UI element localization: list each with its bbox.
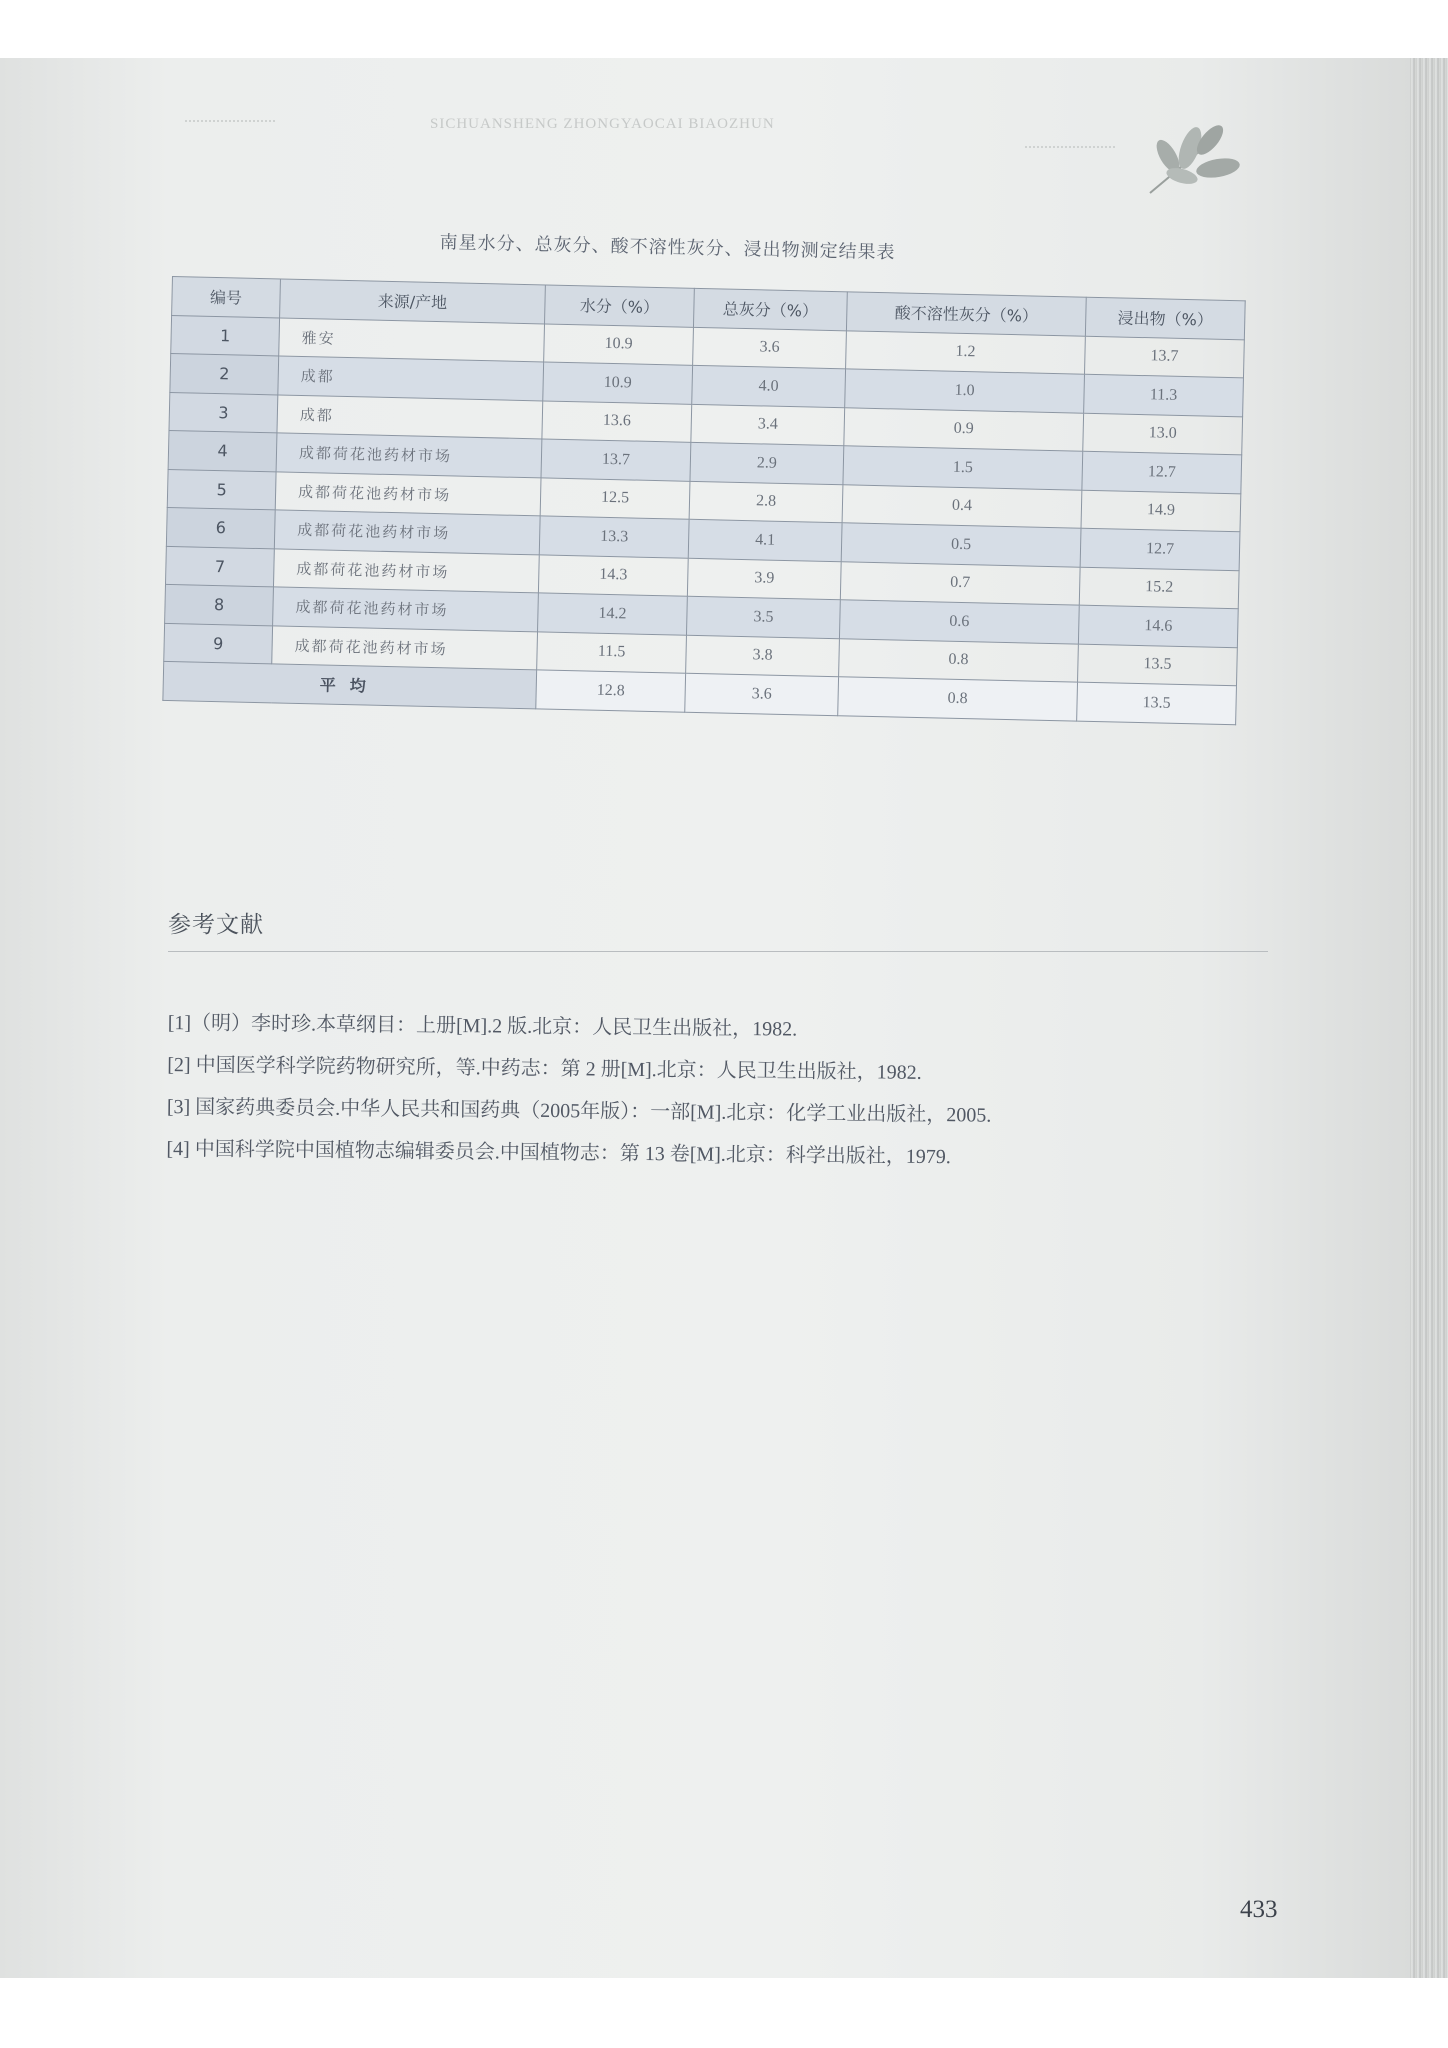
cell-ash: 3.4 [691,404,845,446]
cell-source: 成都荷花池药材市场 [274,510,540,555]
average-acid-ash: 0.8 [838,677,1078,721]
cell-id: 6 [166,507,275,548]
cell-ash: 3.5 [686,596,840,638]
average-extract: 13.5 [1077,682,1237,724]
cell-acid-ash: 0.4 [842,484,1082,528]
cell-water: 13.6 [542,400,692,442]
references-heading: 参考文献 [168,912,264,938]
cell-ash: 3.8 [686,635,840,677]
cell-id: 8 [165,584,274,625]
cell-extract: 15.2 [1079,567,1239,609]
cell-extract: 14.6 [1078,605,1238,647]
table-title: 南星水分、总灰分、酸不溶性灰分、浸出物测定结果表 [439,231,896,264]
cell-acid-ash: 0.5 [841,523,1081,567]
cell-id: 5 [167,469,276,510]
cell-ash: 4.1 [688,519,842,561]
cell-ash: 3.6 [693,327,847,369]
cell-id: 1 [171,315,280,356]
cell-water: 10.9 [544,323,694,365]
page-stack-edge [1410,58,1448,1978]
cell-water: 10.9 [543,362,693,404]
reference-item: [4] 中国科学院中国植物志编辑委员会.中国植物志：第 13 卷[M].北京：科学出版社，1979. [166,1137,951,1169]
results-table [162,276,1245,725]
cell-extract: 14.9 [1081,490,1241,532]
cell-acid-ash: 0.9 [844,407,1084,451]
cell-ash: 4.0 [692,365,846,407]
cell-id: 2 [170,353,279,394]
cell-ash: 2.8 [689,481,843,523]
reference-item: [2] 中国医学科学院药物研究所，等.中药志：第 2 册[M].北京：人民卫生出版社，1982. [167,1053,922,1084]
cell-acid-ash: 1.0 [845,369,1085,413]
cell-extract: 13.7 [1085,336,1245,378]
cell-source: 成都 [278,356,544,401]
cell-water: 11.5 [537,631,687,673]
cell-source: 成都荷花池药材市场 [276,433,542,478]
cell-extract: 11.3 [1084,374,1244,416]
average-label: 平均 [163,661,537,708]
running-head: SICHUANSHENG ZHONGYAOCAI BIAOZHUN [430,116,775,132]
cell-source: 成都荷花池药材市场 [275,471,541,516]
cell-water: 14.3 [538,554,688,596]
col-header-acid-ash: 酸不溶性灰分（%） [846,292,1086,336]
cell-source: 成都 [277,394,543,439]
col-header-water: 水分（%） [545,285,695,327]
reference-item: [3] 国家药典委员会.中华人民共和国药典（2005年版）：一部[M].北京：化学工业出版社，2005. [166,1095,992,1127]
page-number: 433 [1240,1896,1278,1923]
average-water: 12.8 [536,670,686,712]
background-strip [0,1978,1448,2048]
cell-extract: 12.7 [1082,451,1242,493]
cell-id: 7 [166,546,275,587]
cell-source: 成都荷花池药材市场 [273,548,539,593]
leaf-icon [1120,98,1240,208]
cell-acid-ash: 0.6 [839,600,1079,644]
header-ornament-right [1025,146,1115,148]
cell-acid-ash: 0.7 [840,561,1080,605]
cell-id: 3 [169,392,278,433]
col-header-id: 编号 [172,277,281,318]
cell-ash: 2.9 [690,442,844,484]
book-page [0,58,1410,1978]
col-header-source: 来源/产地 [280,279,546,324]
col-header-ash: 总灰分（%） [693,288,847,330]
cell-id: 9 [164,623,273,664]
cell-acid-ash: 0.8 [839,638,1079,682]
cell-extract: 13.5 [1078,644,1238,686]
cell-source: 成都荷花池药材市场 [272,625,538,670]
cell-acid-ash: 1.2 [846,330,1086,374]
cell-source: 成都荷花池药材市场 [273,587,539,632]
col-header-extract: 浸出物（%） [1085,297,1245,339]
cell-water: 14.2 [538,593,688,635]
average-ash: 3.6 [685,673,839,715]
references-divider [168,951,1268,952]
cell-water: 13.3 [539,516,689,558]
cell-extract: 12.7 [1080,528,1240,570]
cell-water: 13.7 [541,439,691,481]
cell-ash: 3.9 [687,558,841,600]
references-list [166,1002,992,1179]
cell-extract: 13.0 [1083,413,1243,455]
cell-id: 4 [168,430,277,471]
reference-item: [1]（明）李时珍.本草纲目：上册[M].2 版.北京：人民卫生出版社，1982. [167,1011,798,1041]
cell-acid-ash: 1.5 [843,446,1083,490]
header-ornament-left [185,120,275,122]
cell-water: 12.5 [540,477,690,519]
cell-source: 雅安 [279,317,545,362]
